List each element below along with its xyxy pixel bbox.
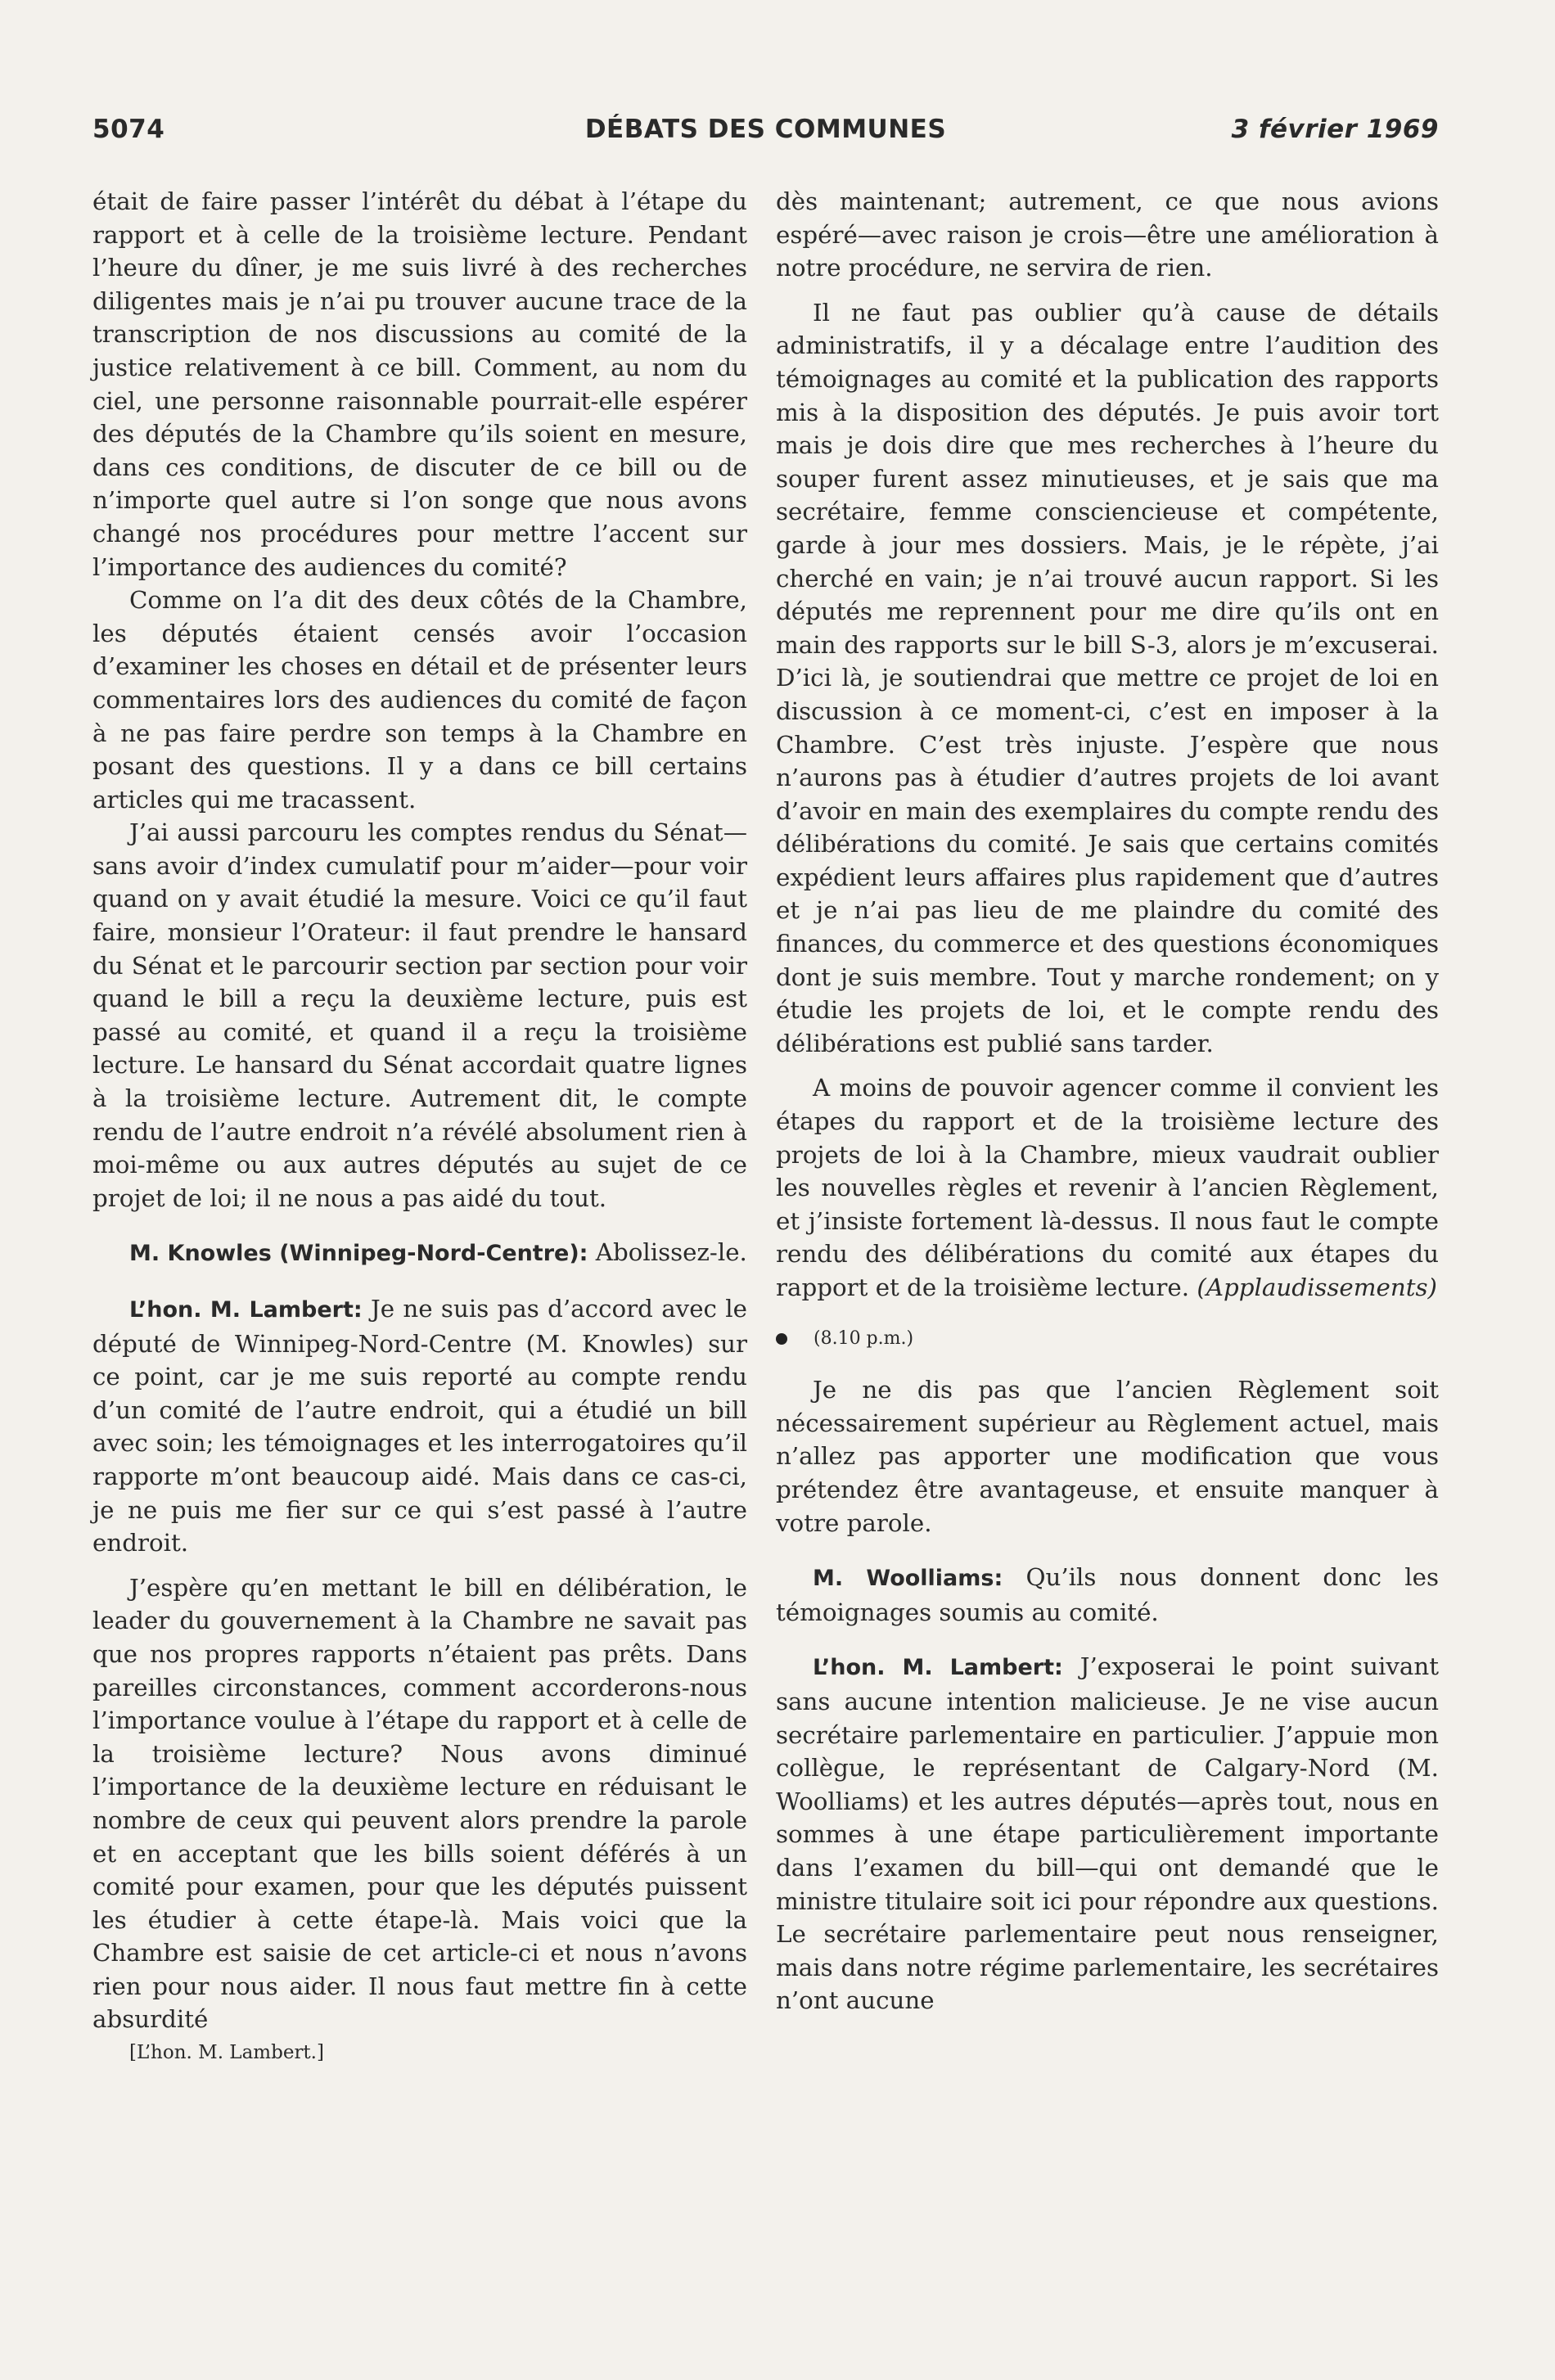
speech-lambert (776, 1650, 1439, 2017)
speech-text: Je ne suis pas d’accord avec le député de Winnipeg-Nord-Centre (M. Knowles) sur ce point, car je me suis reporté au compte rendu d’un comité de l’autre endroit, qui a étudié un bill avec soin; les témoignages et les interrogatoires qu’il rapporte m’ont beaucoup aidé. Mais dans ce cas-ci, je ne puis me fier sur ce qui s’est passé à l’autre endroit. (92, 1295, 747, 1557)
paragraph: Je ne dis pas que l’ancien Règlement soit nécessairement supérieur au Règlement actuel, mais n’allez pas apporter une modification que vous prétendez être avantageuse, et ensuite manquer à votre parole. (776, 1376, 1439, 1537)
time-stamp: (8.10 p.m.) (814, 1327, 914, 1349)
speaker-name: M. Knowles (Winnipeg-Nord-Centre): (129, 1241, 588, 1267)
paragraph: J’ai aussi parcouru les comptes rendus du Sénat—sans avoir d’index cumulatif pour m’aider—pour voir quand on y avait étudié la mesure. Voici ce qu’il faut faire, monsieur l’Orateur: il faut prendre le hansard du Sénat et le parcourir section par section pour voir quand le bill a reçu la deuxième lecture, puis est passé au comité, et quand il a reçu la troisième lecture. Le hansard du Sénat accordait quatre lignes à la troisième lecture. Autrement dit, le compte rendu de l’autre endroit n’a révélé absolument rien à moi-même ou aux autres députés au sujet de ce projet de loi; il ne nous a pas aidé du tout. (92, 818, 747, 1212)
page-date: 3 février 1969 (1231, 115, 1439, 144)
paragraph: dès maintenant; autrement, ce que nous avions espéré—avec raison je crois—être une amélioration à notre procédure, ne servira de rien. (776, 187, 1439, 282)
speaker-name: L’hon. M. Lambert: (129, 1297, 363, 1323)
speech-text: Qu’ils nous donnent donc les témoignages soumis au comité. (776, 1563, 1439, 1626)
right-column (776, 185, 1439, 2017)
page-header (92, 115, 1439, 156)
speech-woolliams (776, 1561, 1439, 1629)
paragraph: était de faire passer l’intérêt du débat à l’étape du rapport et à celle de la troisième lecture. Pendant l’heure du dîner, je me suis livré à des recherches diligentes mais je n’ai pu trouver aucune trace de la transcription de nos discussions au comité de la justice relativement à ce bill. Comment, au nom du ciel, une personne raisonnable pourrait-elle espérer des députés de la Chambre qu’ils soient en mesure, dans ces conditions, de discuter de ce bill ou de n’importe quel autre si l’on songe que nous avons changé nos procédures pour mettre l’accent sur l’importance des audiences du comité? (92, 187, 747, 581)
speech-text: J’exposerai le point suivant sans aucune intention malicieuse. Je ne vise aucun secrétaire parlementaire en particulier. J’appuie mon collègue, le représentant de Calgary-Nord (M. Woolliams) et les autres députés—après tout, nous en sommes à une étape particulièrement importante dans l’examen du bill—qui ont demandé que le ministre titulaire soit ici pour répondre aux questions. Le secrétaire parlementaire peut nous renseigner, mais dans notre régime parlementaire, les secrétaires n’ont aucune (776, 1652, 1439, 2015)
paragraph (776, 1071, 1439, 1304)
page-number: 5074 (92, 115, 165, 144)
paragraph: Il ne faut pas oublier qu’à cause de détails administratifs, il y a décalage entre l’audition des témoignages au comité et la publication des rapports mis à la disposition des députés. Je puis avoir tort mais je dois dire que mes recherches à l’heure du souper furent assez minutieuses, et je sais que ma secrétaire, femme consciencieuse et compétente, garde à jour mes dossiers. Mais, je le répète, j’ai cherché en vain; je n’ai trouvé aucun rapport. Si les députés me reprennent pour me dire qu’ils ont en main des rapports sur le bill S-3, alors je m’excuserai. D’ici là, je soutiendrai que mettre ce projet de loi en discussion à ce moment-ci, c’est en imposer à la Chambre. C’est très injuste. J’espère que nous n’aurons pas à étudier d’autres projets de loi avant d’avoir en main des exemplaires du compte rendu des délibérations du comité. Je sais que certains comités expédient leurs affaires plus rapidement que d’autres et je n’ai pas lieu de me plaindre du comité des finances, du commerce et des questions économiques dont je suis membre. Tout y marche rondement; on y étudie les projets de loi, et le compte rendu des délibérations est publié sans tarder. (776, 298, 1439, 1057)
publication-title: DÉBATS DES COMMUNES (584, 115, 947, 144)
paragraph-text: A moins de pouvoir agencer comme il convient les étapes du rapport et de la troisième lecture des projets de loi à la Chambre, mieux vaudrait oublier les nouvelles règles et revenir à l’ancien Règlement, et j’insiste fortement là-dessus. Il nous faut le compte rendu des délibérations du comité aux étapes du rapport et de la troisième lecture. (776, 1074, 1439, 1301)
bullet-icon (776, 1333, 787, 1345)
speaker-attribution: [L’hon. M. Lambert.] (129, 2042, 324, 2064)
speech-text: Abolissez-le. (595, 1238, 747, 1267)
speaker-name: M. Woolliams: (813, 1566, 1003, 1592)
speech-knowles (92, 1236, 747, 1271)
speaker-name: L’hon. M. Lambert: (813, 1655, 1063, 1681)
left-column (92, 185, 747, 2070)
speech-lambert (92, 1292, 747, 1560)
time-marker (776, 1323, 1439, 1356)
paragraph: Comme on l’a dit des deux côtés de la Chambre, les députés étaient censés avoir l’occasion d’examiner les choses en détail et de présenter leurs commentaires lors des audiences du comité de façon à ne pas faire perdre son temps à la Chambre en posant des questions. Il y a dans ce bill certains articles qui me tracassent. (92, 586, 747, 814)
paragraph: J’espère qu’en mettant le bill en délibération, le leader du gouvernement à la Chambre ne savait pas que nos propres rapports n’étaient pas prêts. Dans pareilles circonstances, comment accorderons-nous l’importance voulue à l’étape du rapport et à celle de la troisième lecture? Nous avons diminué l’importance de la deuxième lecture en réduisant le nombre de ceux qui peuvent alors prendre la parole et en acceptant que les bills soient déférés à un comité pour examen, pour que les députés puissent les étudier à cette étape-là. Mais voici que la Chambre est saisie de cet article-ci et nous n’avons rien pour nous aider. Il nous faut mettre fin à cette absurdité (92, 1573, 747, 2034)
applause-note: (Applaudissements) (1197, 1273, 1437, 1301)
